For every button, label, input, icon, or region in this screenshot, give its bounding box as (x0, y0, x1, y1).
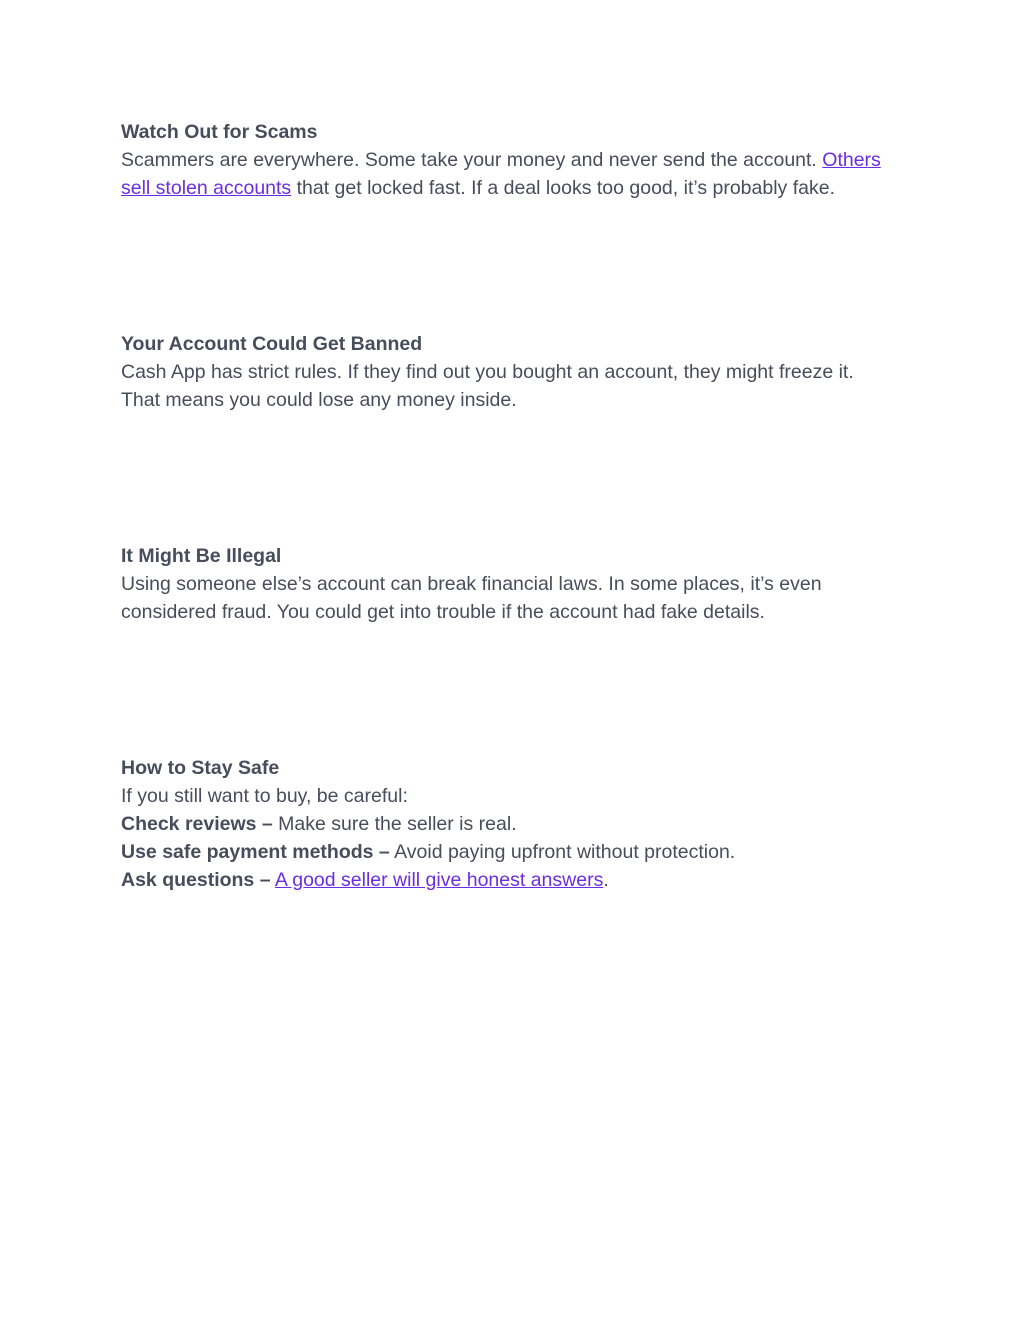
paragraph-line (121, 174, 881, 202)
stolen-accounts-link-continued[interactable]: sell stolen accounts (121, 177, 292, 199)
stolen-accounts-link[interactable]: Others (822, 149, 881, 171)
paragraph-text: that get locked fast. If a deal looks too good, it’s probably fake. (291, 177, 835, 199)
section-heading: Your Account Could Get Banned (121, 333, 423, 355)
tip-text: Avoid paying upfront without protection. (389, 841, 736, 863)
section-how-to-stay-safe (121, 754, 735, 894)
paragraph-text: Scammers are everywhere. Some take your money and never send the account. (121, 149, 823, 171)
paragraph-line: Cash App has strict rules. If they find out you bought an account, they might freeze it. (121, 361, 854, 383)
section-might-be-illegal (121, 542, 822, 626)
section-heading: Watch Out for Scams (121, 121, 318, 143)
section-watch-out-for-scams (121, 118, 881, 202)
tip-label: Check reviews – (121, 813, 273, 835)
tip-text-end: . (603, 869, 609, 891)
tip-item (121, 810, 735, 838)
tip-item (121, 838, 735, 866)
tip-item (121, 866, 735, 894)
tip-label: Ask questions – (121, 869, 271, 891)
tip-text: Make sure the seller is real. (272, 813, 517, 835)
paragraph-line (121, 146, 881, 174)
paragraph-line: That means you could lose any money inside. (121, 389, 517, 411)
section-heading: How to Stay Safe (121, 757, 280, 779)
paragraph-line: Using someone else’s account can break financial laws. In some places, it’s even (121, 573, 822, 595)
section-account-could-get-banned (121, 330, 854, 414)
honest-answers-link[interactable]: A good seller will give honest answers (274, 869, 604, 891)
intro-line: If you still want to buy, be careful: (121, 785, 408, 807)
paragraph-line: considered fraud. You could get into trouble if the account had fake details. (121, 601, 765, 623)
tip-label: Use safe payment methods – (121, 841, 390, 863)
section-heading: It Might Be Illegal (121, 545, 282, 567)
